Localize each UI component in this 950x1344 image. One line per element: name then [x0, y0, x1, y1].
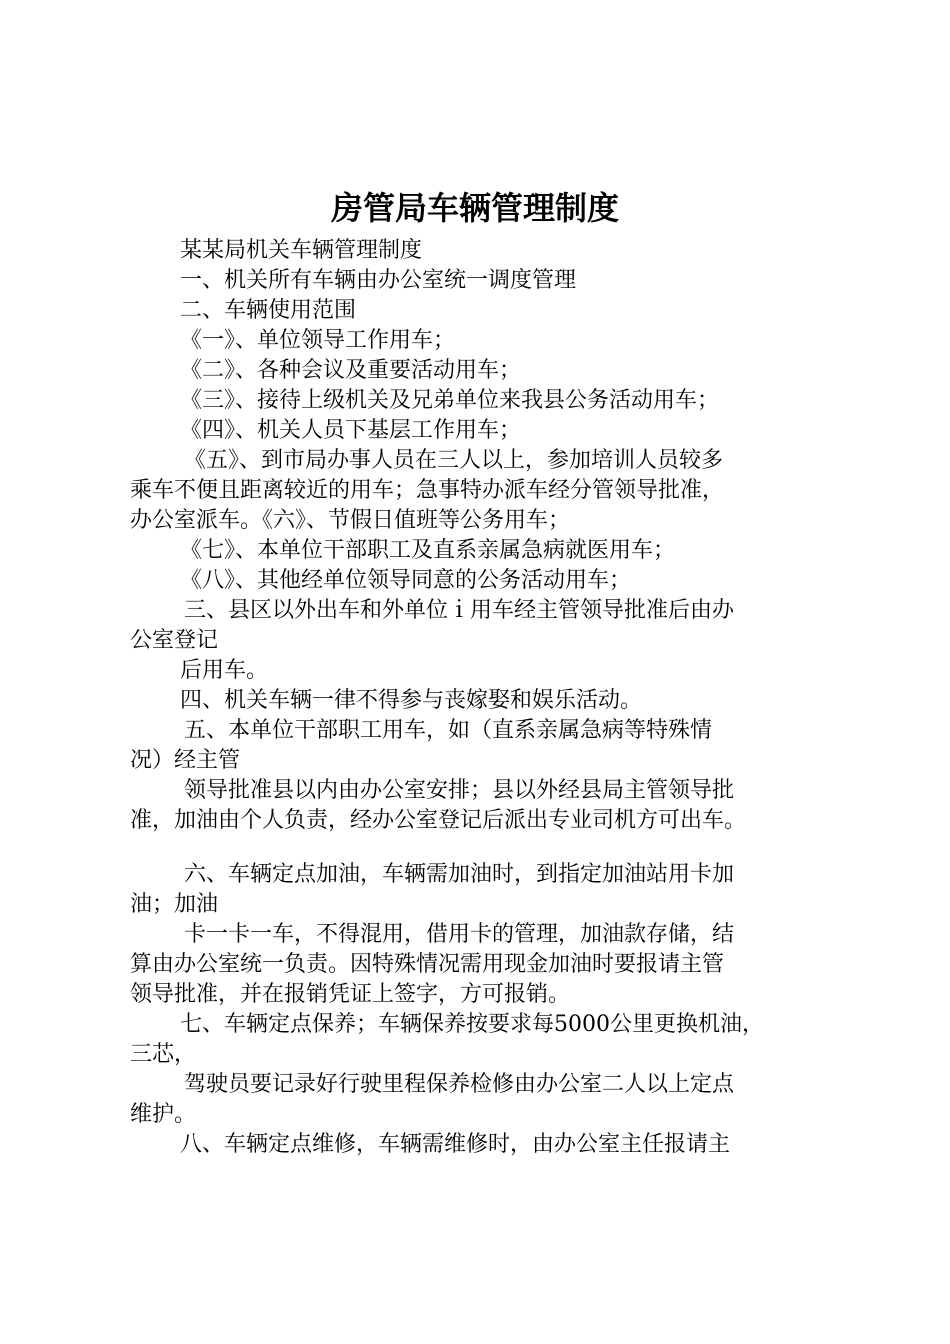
paragraph-line: 《四》、机关人员下基层工作用车；: [180, 418, 522, 443]
paragraph-line: 卡一卡一车，不得混用，借用卡的管理，加油款存储，结: [184, 922, 735, 947]
paragraph-line: 八、车辆定点维修，车辆需维修时，由办公室主任报请主: [180, 1132, 731, 1157]
paragraph-line: 领导批准，并在报销凭证上签字，方可报销。: [130, 982, 571, 1007]
paragraph-line: 准，加油由个人负责，经办公室登记后派出专业司机方可出车。: [130, 808, 747, 833]
paragraph-spacer: [130, 836, 840, 860]
paragraph-line: 《三》、接待上级机关及兄弟单位来我县公务活动用车；: [180, 388, 720, 413]
paragraph-line: 三、县区以外出车和外单位ｉ用车经主管领导批准后由办: [184, 598, 735, 623]
paragraph-line: 《七》、本单位干部职工及直系亲属急病就医用车；: [180, 538, 676, 563]
paragraph-line: 五、本单位干部职工用车，如（直系亲属急病等特殊情: [184, 718, 713, 743]
paragraph-line: 六、车辆定点加油，车辆需加油时，到指定加油站用卡加: [184, 862, 735, 887]
paragraph-line: 公室登记: [130, 628, 219, 653]
paragraph-line: 《五》、到市局办事人员在三人以上，参加培训人员较多: [184, 448, 724, 473]
paragraph-line: 《二》、各种会议及重要活动用车；: [180, 358, 522, 383]
paragraph-line: 某某局机关车辆管理制度: [180, 238, 423, 263]
paragraph-line: 维护。: [130, 1102, 197, 1127]
paragraph-line: 七、车辆定点保养；车辆保养按要求每5000公里更换机油，: [180, 1012, 764, 1037]
paragraph-line: 驾驶员要记录好行驶里程保养检修由办公室二人以上定点: [184, 1072, 735, 1097]
paragraph-line: 乘车不便且距离较近的用车；急事特办派车经分管领导批准，: [130, 478, 725, 503]
paragraph-line: 二、车辆使用范围: [180, 298, 357, 323]
paragraph-line: 后用车。: [180, 658, 269, 683]
paragraph-line: 领导批准县以内由办公室安排；县以外经县局主管领导批: [184, 778, 735, 803]
paragraph-line: 办公室派车。《六》、节假日值班等公务用车；: [130, 508, 571, 533]
document-title: 房管局车辆管理制度: [330, 189, 619, 227]
document-body: [130, 236, 840, 1160]
paragraph-line: 《一》、单位领导工作用车；: [180, 328, 456, 353]
paragraph-line: 算由办公室统一负责。因特殊情况需用现金加油时要报请主管: [130, 952, 725, 977]
paragraph-line: 油；加油: [130, 892, 219, 917]
paragraph-line: 三芯，: [130, 1042, 197, 1067]
paragraph-line: 四、机关车辆一律不得参与丧嫁娶和娱乐活动。: [180, 688, 643, 713]
paragraph-line: 况）经主管: [130, 748, 241, 773]
paragraph-line: 一、机关所有车辆由办公室统一调度管理: [180, 268, 577, 293]
paragraph-line: 《八》、其他经单位领导同意的公务活动用车；: [180, 568, 632, 593]
